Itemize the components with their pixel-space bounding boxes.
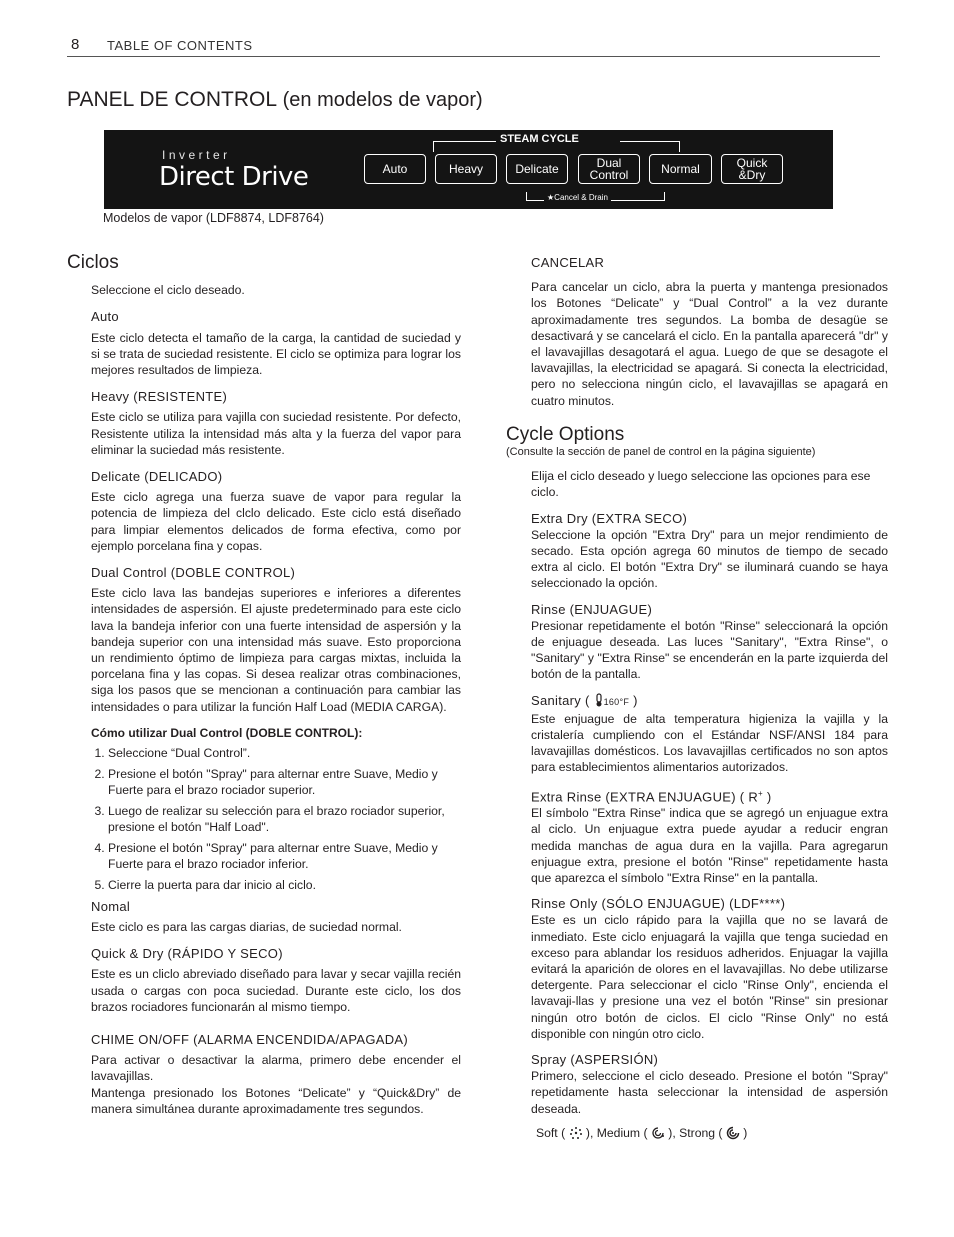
extra-rinse-text: El símbolo "Extra Rinse" indica que se agregó un enjuague extra al ciclo. Un enjuague extra puede ayudar a reducir engran medida manchas de agua dura en la vajilla. Para agregarun enjuague extra, presione el botón "Rinse" repetidamente hasta que aparezca el símbolo "Extra Rinse" en la pantalla. bbox=[531, 806, 888, 886]
table-of-contents-link[interactable]: TABLE OF CONTENTS bbox=[107, 38, 253, 53]
cancel-text: Para cancelar un ciclo, abra la puerta y mantenga presionados los Botones “Delicate” y “Dual Control” a la vez durante aproximadamente tres segundos. La bomba de desagüe se desactivará y se cancelará el ciclo. En la pantalla aparecerá "dr" y el lavavajillas desagotará el agua. Luego de que se desagote el lavavajillas, la electricidad se apagará. Si conecta la electricidad, pero no selecciona ningún ciclo, el lavavajillas se apagará en cuatro minutos. bbox=[531, 280, 888, 408]
cycle-options-note: (Consulte la sección de panel de control en la página siguiente) bbox=[506, 446, 816, 459]
brand-inverter: Inverter bbox=[162, 148, 231, 162]
right-column bbox=[506, 255, 888, 1141]
page-number: 8 bbox=[71, 36, 80, 53]
quick-dry-heading: Quick & Dry (RÁPIDO Y SECO) bbox=[91, 946, 283, 962]
extra-dry-heading: Extra Dry (EXTRA SECO) bbox=[531, 510, 688, 526]
spray-medium-label: ), Medium ( bbox=[582, 1125, 648, 1140]
sanitary-text: Este enjuague de alta temperatura higieniza la vajilla y la cristalería cumpliendo con el Estándar NSF/ANSI 184 para lavavajillas domésticos. Los lavavajillas certificados no son aptos para establecimientos alimentarios autorizados. bbox=[531, 711, 888, 775]
sanitary-icon-temp: 160°F bbox=[603, 696, 630, 707]
dual-control-howto-heading: Cómo utilizar Dual Control (DOBLE CONTROL): bbox=[91, 725, 363, 740]
page-title-sub: (en modelos de vapor) bbox=[277, 89, 483, 111]
spray-end: ) bbox=[739, 1125, 748, 1140]
dual-control-steps bbox=[91, 745, 461, 893]
dual-control-heading: Dual Control (DOBLE CONTROL) bbox=[91, 565, 296, 581]
page-title-main: PANEL DE CONTROL bbox=[67, 88, 278, 111]
section-heading-ciclos: Ciclos bbox=[67, 252, 119, 273]
extra-rinse-heading bbox=[531, 786, 888, 806]
list-item: 3. Luego de realizar su selección para el brazo rociador superior, presione el botón "Half Load". bbox=[108, 803, 461, 835]
spray-soft-icon bbox=[569, 1126, 583, 1140]
spray-levels bbox=[531, 1125, 888, 1141]
extra-dry-text: Seleccione la opción "Extra Dry" para un mejor rendimiento de secado. Esta opción agrega 60 minutos de tiempo de secado extra al ciclo. El botón "Extra Dry" se iluminará cuando se haya seleccionado la opción. bbox=[531, 527, 888, 591]
sanitary-heading-label: Sanitary ( bbox=[531, 692, 590, 708]
delicate-heading: Delicate (DELICADO) bbox=[91, 469, 223, 485]
panel-button-delicate: Delicate bbox=[506, 154, 568, 184]
spray-heading: Spray (ASPERSIÓN) bbox=[531, 1052, 659, 1068]
section-heading-cycle-options: Cycle Options bbox=[506, 423, 625, 445]
rinse-only-text: Este es un ciclo rápido para la vajilla que no se lavará de inmediato. Este ciclo enjuagará la vajilla que tenga suciedad en exceso para ablandar los residuos adheridos. Enjuagar la vajilla evitará la aparición de olores en el lavavajillas. No debe utilizarse detergente. Para seleccionar el ciclo "Rinse Only", encienda el lavavaji-llas y presione una vez el botón "Rinse" sin presionar ningún otro botón de ciclos. El ciclo "Rinse Only" no está disponible con ningún otro ciclo. bbox=[531, 913, 888, 1041]
rinse-heading: Rinse (ENJUAGUE) bbox=[531, 601, 653, 617]
extra-rinse-heading-end: ) bbox=[763, 789, 772, 805]
panel-button-dual-control: Dual Control bbox=[578, 154, 640, 184]
chime-text-2: Mantenga presionado los Botones “Delicate” y “Quick&Dry” de manera simultánea durante aproximadamente tres segundos. bbox=[91, 1085, 461, 1116]
dual-control-text: Este ciclo lava las bandejas superiores e inferiores a diferentes intensidades de aspersión. El ajuste predeterminado para este ciclo lava la bandeja inferior con una fuerte intensidad de aspersión y la bandeja superior con una intensidad más suave. Esto proporciona un rendimiento óptimo de limpieza para cargas mixtas, incluida la porcelana fina y las copas. Si desea realizar otras combinaciones, siga los pasos que se mencionan a continuación para cambiar las intensidades o para utilizar la función Half Load (MEDIA CARGA). bbox=[91, 586, 461, 714]
list-item: 1. Seleccione “Dual Control”. bbox=[108, 745, 461, 761]
panel-button-quick-dry: Quick &Dry bbox=[721, 154, 783, 184]
brand-direct-drive: Direct Drive bbox=[159, 162, 309, 192]
list-item: 5. Cierre la puerta para dar inicio al ciclo. bbox=[108, 877, 461, 893]
auto-text: Este ciclo detecta el tamaño de la carga, la cantidad de suciedad y si se trata de suciedad resistente. El ciclo se optimiza para lograr los mejores resultados de limpieza. bbox=[91, 330, 461, 378]
cancel-drain-label: ★Cancel & Drain bbox=[544, 193, 611, 202]
sanitary-heading bbox=[531, 693, 888, 711]
spray-soft-label: Soft ( bbox=[536, 1125, 566, 1140]
panel-button-auto: Auto bbox=[364, 154, 426, 184]
panel-caption: Modelos de vapor (LDF8874, LDF8764) bbox=[103, 211, 324, 225]
chime-heading: CHIME ON/OFF (ALARMA ENCENDIDA/APAGADA) bbox=[91, 1031, 408, 1047]
list-item: 2. Presione el botón "Spray" para alternar entre Suave, Medio y Fuerte para el brazo rociador superior. bbox=[108, 766, 461, 798]
auto-heading: Auto bbox=[91, 309, 119, 325]
spray-strong-label: ), Strong ( bbox=[664, 1125, 723, 1140]
spray-strong-icon bbox=[726, 1126, 740, 1140]
extra-rinse-heading-label: Extra Rinse (EXTRA ENJUAGUE) ( R bbox=[531, 789, 759, 805]
steam-cycle-label: STEAM CYCLE bbox=[500, 133, 579, 145]
panel-button-normal: Normal bbox=[649, 154, 712, 184]
left-column bbox=[67, 252, 461, 1117]
chime-text-1: Para activar o desactivar la alarma, primero debe encender el lavavajillas. bbox=[91, 1053, 461, 1084]
extra-rinse-sup: + bbox=[758, 788, 764, 798]
ciclos-intro: Seleccione el ciclo deseado. bbox=[91, 283, 245, 298]
normal-text: Este ciclo es para las cargas diarias, de suciedad normal. bbox=[91, 919, 402, 934]
cycle-options-intro: Elija el ciclo deseado y luego seleccione las opciones para ese ciclo. bbox=[531, 469, 871, 500]
page-header bbox=[67, 36, 880, 57]
list-item: 4. Presione el botón "Spray" para alternar entre Suave, Medio y Fuerte para el brazo rociador inferior. bbox=[108, 840, 461, 872]
rinse-text: Presionar repetidamente el botón "Rinse" seleccionará la opción de enjuague deseada. Las luces "Sanitary", "Extra Rinse", o "Sanitary" y "Extra Rinse" se encenderán en la parte izquierda del botón de la pantalla. bbox=[531, 618, 888, 682]
page-title bbox=[67, 88, 483, 112]
sanitary-heading-end: ) bbox=[629, 692, 638, 708]
heavy-heading: Heavy (RESISTENTE) bbox=[91, 389, 228, 405]
thermometer-icon bbox=[594, 693, 604, 711]
spray-medium-icon bbox=[651, 1126, 665, 1140]
rinse-only-heading: Rinse Only (SÓLO ENJUAGUE) (LDF****) bbox=[531, 896, 786, 912]
cancel-heading: CANCELAR bbox=[531, 255, 605, 270]
spray-text: Primero, seleccione el ciclo deseado. Presione el botón "Spray" repetidamente hasta seleccionar la intensidad de aspersión deseada. bbox=[531, 1069, 888, 1116]
control-panel-image bbox=[104, 130, 833, 209]
panel-button-heavy: Heavy bbox=[435, 154, 497, 184]
normal-heading: Nomal bbox=[91, 898, 131, 914]
heavy-text: Este ciclo se utiliza para vajilla con suciedad resistente. Por defecto, Resistente utiliza la intensidad más alta y la fuerza del vapor para eliminar la suciedad más resistente. bbox=[91, 410, 461, 457]
quick-dry-text: Este es un cliclo abreviado diseñado para lavar y secar vajilla recién usada o cargas con poca suciedad. Durante este ciclo, los dos brazos rociadores funcionarán al mismo tiempo. bbox=[91, 967, 461, 1014]
delicate-text: Este ciclo agrega una fuerza suave de vapor para regular la potencia de limpieza del clclo delicado. Este ciclo está diseñado para limpiar elementos delicados de forma efectiva, como por ejemplo porcelana fina y copas. bbox=[91, 490, 461, 553]
